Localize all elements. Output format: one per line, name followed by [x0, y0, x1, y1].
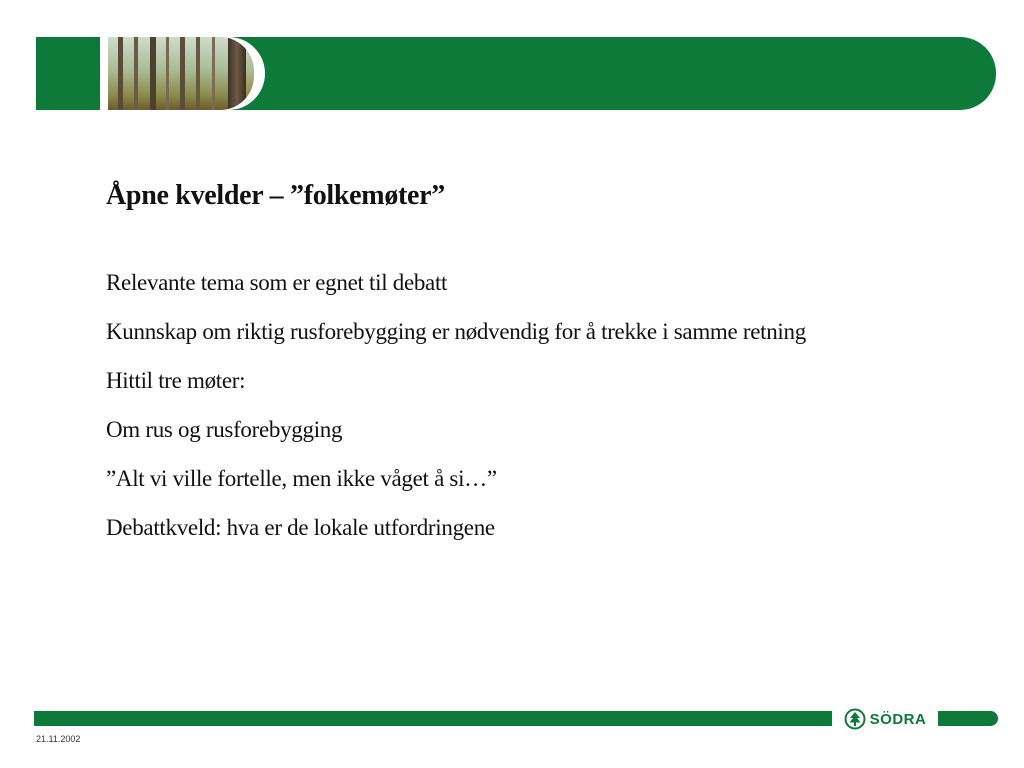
bullet-item: Relevante tema som er egnet til debatt: [106, 270, 448, 295]
bullet-item: Om rus og rusforebygging: [106, 417, 343, 442]
sodra-tree-icon: [844, 708, 866, 730]
bullet-item: Debattkveld: hva er de lokale utfordringene: [106, 515, 495, 540]
slide-date: 21.11.2002: [36, 734, 81, 744]
bullet-item: Kunnskap om riktig rusforebygging er nødvendig for å trekke i samme retning: [106, 319, 806, 344]
bullet-item: Hittil tre møter:: [106, 368, 246, 393]
forest-photo: [108, 37, 254, 110]
bullet-list: [106, 262, 866, 556]
sodra-logo: [832, 706, 938, 732]
bullet-item: ”Alt vi ville fortelle, men ikke våget å si…”: [106, 466, 497, 491]
header-photo-frame: [100, 37, 265, 110]
brand-name: SÖDRA: [869, 710, 927, 728]
slide-title: Åpne kvelder – ”folkemøter”: [106, 180, 446, 211]
